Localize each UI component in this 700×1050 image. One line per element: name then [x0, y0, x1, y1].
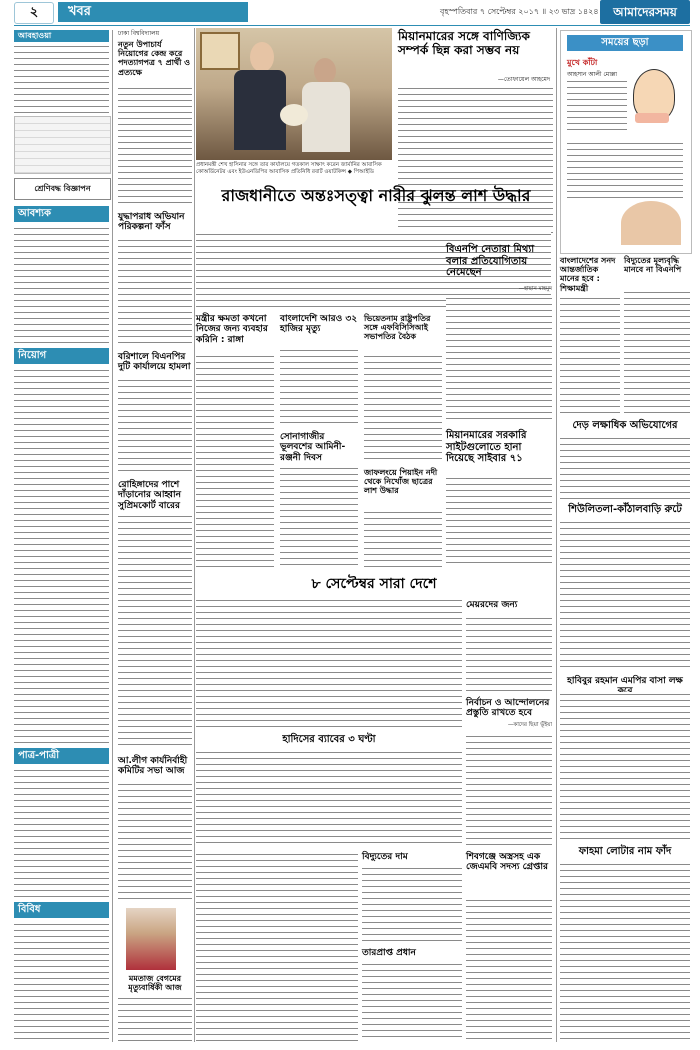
sonagazi-headline: সোনাগাজীর ভূলবশের আমিনী-রঞ্জনী দিবস [280, 432, 346, 463]
mothers-day-text [118, 996, 192, 1042]
portrait-photo [126, 908, 176, 970]
complaints-headline: দেড় লক্ষাধিক অভিযোগের [572, 420, 678, 431]
header-rule [14, 25, 690, 26]
mp-house-headline: হাবিবুর রহমান এমপির বাসা লক্ষ [567, 676, 683, 686]
shibganj-text [466, 898, 552, 1042]
recruit-title: নিয়োগ [14, 348, 109, 364]
barishal-text [118, 378, 192, 476]
shiuli-headline: শিউলিতলা-কাঁঠালবাড়ি রুটে [568, 504, 682, 515]
sonagazi-text [280, 466, 358, 570]
hajj-headline: বাংলাদেশি আরও ৩২ হাজির মৃত্যু [280, 314, 358, 335]
needed-title: আবশ্যক [14, 206, 109, 222]
complaints-text [560, 436, 690, 500]
myanmar-trade-text [398, 86, 553, 236]
river-headline: জাফলংয়ে পিয়াইন নদী থেকে নিখোঁজ ছাত্রের লাশ উদ্ধার [364, 468, 438, 496]
myanmar-trade-headline: মিয়ানমারের সঙ্গে বাণিজ্যিক সম্পর্ক ছিন্ন করা সম্ভব নয় [398, 29, 530, 57]
cartoon-verse [567, 79, 627, 135]
mp-house-text [560, 692, 690, 840]
election-byline: —কাদের ছিয়া ভূঁইয়া [507, 722, 552, 728]
minister-headline: মন্ত্রীর ক্ষমতা কখনো নিজের জন্য ব্যবহার করিনি : রাঙ্গা [196, 314, 268, 345]
shibganj-headline: শিবগঞ্জে অস্ত্রসহ এক জেএমবি সদস্য গ্রেপ্তার [466, 852, 548, 873]
column-divider [112, 30, 113, 1042]
mothers-day-headline: মমতাজ বেগমের মৃত্যুবার্ষিকী আজ [128, 974, 182, 993]
vietnam-text [364, 354, 442, 464]
page-header [0, 0, 700, 24]
cartoon-box [560, 30, 692, 254]
issue-date: বৃহস্পতিবার ৭ সেপ্টেম্বর ২০১৭ ॥ ২৩ ভাদ্র ১৪২৪ [440, 7, 599, 16]
masthead-logo: আমাদেরসময় [600, 0, 690, 24]
acting-chief-headline: তারপ্রাপ্ত প্রধান [362, 948, 416, 958]
weather-table [14, 116, 111, 174]
banner-headline: রাজধানীতে অন্তঃসত্ত্বা নারীর ঝুলন্ত লাশ উদ্ধার [221, 186, 531, 205]
misc-title: বিবিধ [14, 902, 109, 918]
cartoon-mask-icon [635, 113, 669, 123]
cartoon-author: আহসান আলী মোল্লা [567, 71, 617, 78]
bnp-leaders-headline: বিএনপি নেতারা মিথ্যা বলার প্রতিযোগিতায় নেমেছেন [446, 244, 535, 278]
bnp-leaders-text [446, 296, 552, 424]
cartoon-verse-2 [567, 141, 683, 201]
power-bnp-text [624, 290, 690, 416]
bride-groom-text [14, 768, 109, 898]
rohingya-text [118, 514, 192, 750]
mayor-text [466, 616, 552, 692]
vietnam-headline: ভিয়েতনাম রাষ্ট্রপতির সঙ্গে এফবিসিসিআই সভাপতির বৈঠক [364, 314, 431, 342]
shiuli-text [560, 520, 690, 670]
column-divider-3 [556, 28, 557, 1042]
minister-text [196, 354, 274, 570]
bnp-leaders-byline: —হাছান মাহমুদ [518, 286, 552, 292]
dhaka-univ-kicker: ঢাকা বিশ্ববিদ্যালয় [118, 30, 160, 37]
certificate-text [560, 296, 620, 416]
dhaka-univ-text [118, 86, 192, 206]
power-bnp-headline: বিদ্যুতের মূল্যবৃদ্ধি মানবে না বিএনপি [624, 256, 682, 275]
fahma-headline: ফাহমা লোটার নাম ফাঁদ [578, 846, 672, 857]
continued-text [196, 852, 358, 1042]
cartoon-subtitle: মুখে কাঁটা [567, 58, 598, 67]
bride-groom-title: পাত্র-পাত্রী [14, 748, 109, 764]
barishal-headline: বরিশালে বিএনপির দুটি কার্যালয়ে হামলা [118, 352, 191, 373]
weather-text [14, 44, 109, 114]
hadis-headline: হাদিসের ব্যাবের ৩ ঘণ্টা [282, 734, 376, 745]
cartoon-title: সময়ের ছড়া [567, 35, 683, 51]
election-headline: নির্বাচন ও আন্দোলনের প্রস্তুতি রাখতে হবে [466, 698, 550, 719]
news-photo [196, 28, 392, 160]
awami-text [118, 782, 192, 900]
electricity-headline: বিদ্যুতের দাম [362, 852, 408, 862]
mayor-headline: মেয়রদের জন্য [466, 600, 518, 610]
certificate-headline: বাংলাদেশের সনদ আন্তর্জাতিক মানের হবে : শিক্ষামন্ত্রী [560, 256, 616, 293]
war-crimes-headline: যুদ্ধাপরাধ অভিযান পরিকল্পনা ফাঁস [118, 212, 185, 233]
awami-headline: আ.লীগ কার্যনির্বাহী কমিটির সভা আজ [118, 756, 188, 777]
needed-text [14, 226, 109, 344]
hajj-text [280, 348, 358, 428]
election-text [466, 734, 552, 846]
dhaka-univ-headline: নতুন উপাচার্য নিয়োগের কেন্দ্র করে পদত্যাগপত্র ৭ প্রার্থী ও প্রত্যক্ষে [118, 40, 191, 77]
cyber-text [446, 476, 552, 568]
sept8-headline: ৮ সেপ্টেম্বর সারা দেশে [311, 576, 437, 592]
rohingya-headline: রোহিঙ্গাদের পাশে দাঁড়ানোর আহ্বান সুপ্রিমকোর্ট বারের [118, 480, 181, 511]
fahma-text [560, 862, 690, 1042]
war-crimes-text [118, 238, 192, 348]
acting-chief-text [362, 962, 462, 1042]
weather-title: আবহাওয়া [14, 30, 109, 42]
photo-caption: প্রধানমন্ত্রী শেখ হাসিনার সঙ্গে তার কার্যালয়ে গতকাল সাক্ষাৎ করেন জার্মানির আবাসিক কোঅর্ডিনেটর এবং ইউএনডিপির আবাসিক প্রতিনিধি রবার্ট ওয়াটকিন্স ◆ পিআইডি [196, 162, 382, 176]
misc-text [14, 922, 109, 1042]
cyber-headline: মিয়ানমারের সরকারি সাইটগুলোতে হানা দিয়েছে সাইবার ৭১ [446, 430, 527, 464]
section-label: খবর [58, 2, 248, 22]
sept8-text [196, 598, 462, 730]
column-divider-2 [194, 28, 195, 1042]
page-number: ২ [14, 2, 54, 24]
river-text [364, 510, 442, 570]
cartoon-figure-icon [621, 201, 681, 245]
electricity-text [362, 866, 462, 944]
recruit-text [14, 368, 109, 746]
hadis-text [196, 750, 462, 846]
classified-title: শ্রেণিবদ্ধ বিজ্ঞাপন [14, 178, 111, 200]
myanmar-trade-byline: —তোফায়েল আহমেদ [497, 76, 550, 83]
